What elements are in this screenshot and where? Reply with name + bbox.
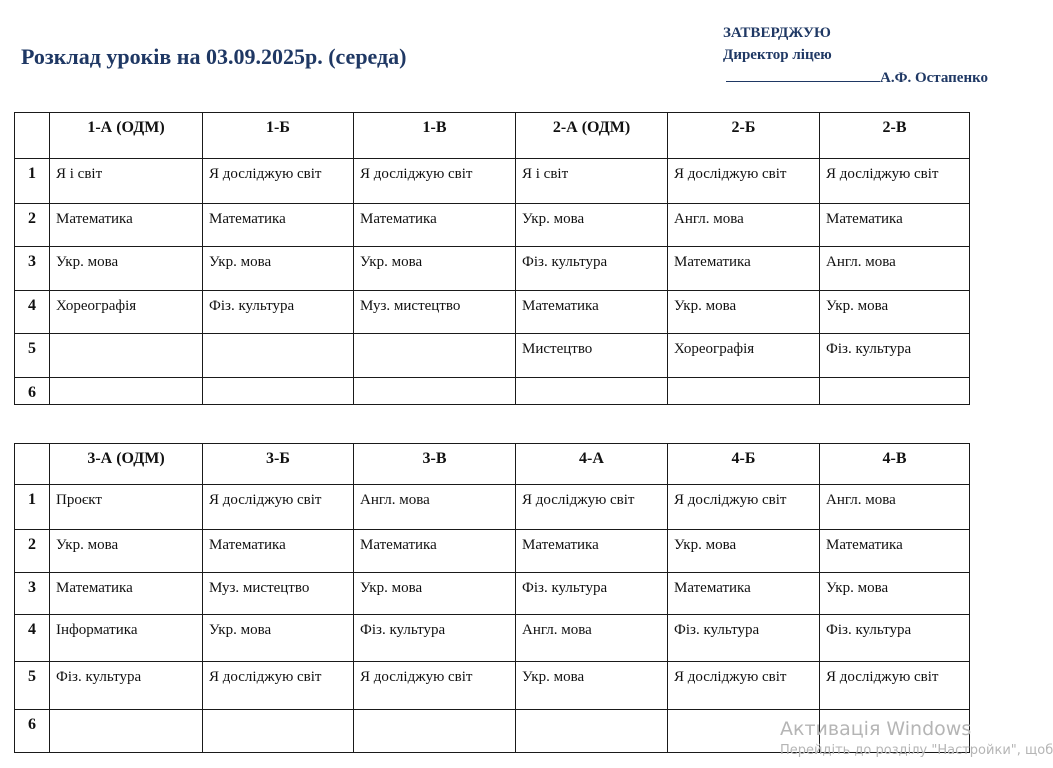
lesson-row bbox=[15, 204, 970, 247]
lesson-number: 5 bbox=[15, 662, 50, 710]
class-header: 4-А bbox=[516, 444, 668, 485]
subject-cell: Математика bbox=[820, 204, 970, 247]
subject-cell bbox=[50, 710, 203, 753]
lesson-number: 1 bbox=[15, 159, 50, 204]
subject-cell: Фіз. культура bbox=[203, 291, 354, 334]
subject-cell: Фіз. культура bbox=[820, 615, 970, 662]
subject-cell: Укр. мова bbox=[516, 204, 668, 247]
lesson-row bbox=[15, 615, 970, 662]
schedule-table-grades-3-4 bbox=[14, 443, 970, 753]
lesson-number: 6 bbox=[15, 710, 50, 753]
subject-cell: Укр. мова bbox=[820, 573, 970, 615]
subject-cell: Я досліджую світ bbox=[820, 159, 970, 204]
lesson-row bbox=[15, 573, 970, 615]
class-header: 3-А (ОДМ) bbox=[50, 444, 203, 485]
schedule-table-grades-1-2 bbox=[14, 112, 970, 405]
lesson-number: 2 bbox=[15, 204, 50, 247]
subject-cell: Математика bbox=[203, 204, 354, 247]
corner-cell bbox=[15, 113, 50, 159]
subject-cell: Англ. мова bbox=[820, 247, 970, 291]
lesson-number: 5 bbox=[15, 334, 50, 378]
subject-cell bbox=[50, 334, 203, 378]
subject-cell: Інформатика bbox=[50, 615, 203, 662]
subject-cell: Укр. мова bbox=[50, 247, 203, 291]
subject-cell: Англ. мова bbox=[820, 485, 970, 530]
subject-cell: Проєкт bbox=[50, 485, 203, 530]
subject-cell: Я досліджую світ bbox=[354, 662, 516, 710]
subject-cell: Я досліджую світ bbox=[820, 662, 970, 710]
subject-cell: Хореографія bbox=[668, 334, 820, 378]
subject-cell: Хореографія bbox=[50, 291, 203, 334]
subject-cell: Укр. мова bbox=[50, 530, 203, 573]
subject-cell: Я досліджую світ bbox=[668, 662, 820, 710]
subject-cell: Муз. мистецтво bbox=[354, 291, 516, 334]
watermark-title: Активація Windows bbox=[780, 718, 972, 740]
subject-cell: Англ. мова bbox=[668, 204, 820, 247]
subject-cell: Фіз. культура bbox=[668, 615, 820, 662]
lesson-number: 3 bbox=[15, 573, 50, 615]
header-row bbox=[15, 444, 970, 485]
lesson-row bbox=[15, 159, 970, 204]
subject-cell: Укр. мова bbox=[820, 291, 970, 334]
class-header: 3-В bbox=[354, 444, 516, 485]
subject-cell bbox=[354, 334, 516, 378]
subject-cell bbox=[50, 378, 203, 405]
subject-cell: Фіз. культура bbox=[516, 573, 668, 615]
approver-name: А.Ф. Остапенко bbox=[880, 70, 989, 86]
subject-cell: Мистецтво bbox=[516, 334, 668, 378]
approval-block bbox=[723, 22, 988, 89]
subject-cell: Укр. мова bbox=[354, 573, 516, 615]
lesson-row bbox=[15, 378, 970, 405]
subject-cell: Я досліджую світ bbox=[203, 159, 354, 204]
class-header: 2-Б bbox=[668, 113, 820, 159]
subject-cell: Укр. мова bbox=[203, 615, 354, 662]
approver-position: Директор ліцею bbox=[723, 47, 832, 63]
subject-cell: Я досліджую світ bbox=[203, 485, 354, 530]
subject-cell bbox=[516, 378, 668, 405]
subject-cell: Я і світ bbox=[516, 159, 668, 204]
signature-line bbox=[726, 66, 988, 89]
lesson-number: 4 bbox=[15, 291, 50, 334]
approve-label: ЗАТВЕРДЖУЮ bbox=[723, 25, 831, 41]
lesson-row bbox=[15, 291, 970, 334]
subject-cell: Фіз. культура bbox=[516, 247, 668, 291]
subject-cell: Математика bbox=[354, 204, 516, 247]
lesson-row bbox=[15, 334, 970, 378]
subject-cell bbox=[203, 710, 354, 753]
class-header: 1-В bbox=[354, 113, 516, 159]
header-row bbox=[15, 113, 970, 159]
corner-cell bbox=[15, 444, 50, 485]
subject-cell bbox=[354, 378, 516, 405]
subject-cell: Укр. мова bbox=[354, 247, 516, 291]
lesson-number: 1 bbox=[15, 485, 50, 530]
subject-cell bbox=[516, 710, 668, 753]
subject-cell: Я і світ bbox=[50, 159, 203, 204]
subject-cell bbox=[668, 378, 820, 405]
lesson-row bbox=[15, 485, 970, 530]
subject-cell: Математика bbox=[668, 247, 820, 291]
subject-cell: Я досліджую світ bbox=[516, 485, 668, 530]
lesson-row bbox=[15, 662, 970, 710]
subject-cell: Математика bbox=[354, 530, 516, 573]
subject-cell bbox=[203, 334, 354, 378]
subject-cell: Фіз. культура bbox=[354, 615, 516, 662]
subject-cell: Математика bbox=[516, 530, 668, 573]
lesson-number: 2 bbox=[15, 530, 50, 573]
class-header: 3-Б bbox=[203, 444, 354, 485]
page-title: Розклад уроків на 03.09.2025р. (середа) bbox=[21, 44, 407, 69]
signature-underline bbox=[726, 66, 880, 82]
lesson-number: 3 bbox=[15, 247, 50, 291]
subject-cell bbox=[203, 378, 354, 405]
subject-cell: Математика bbox=[668, 573, 820, 615]
subject-cell: Математика bbox=[203, 530, 354, 573]
subject-cell: Укр. мова bbox=[668, 291, 820, 334]
class-header: 1-Б bbox=[203, 113, 354, 159]
subject-cell: Математика bbox=[50, 573, 203, 615]
class-header: 4-В bbox=[820, 444, 970, 485]
subject-cell: Англ. мова bbox=[354, 485, 516, 530]
subject-cell: Я досліджую світ bbox=[354, 159, 516, 204]
lesson-row bbox=[15, 530, 970, 573]
lesson-number: 6 bbox=[15, 378, 50, 405]
subject-cell: Англ. мова bbox=[516, 615, 668, 662]
subject-cell: Укр. мова bbox=[668, 530, 820, 573]
subject-cell: Математика bbox=[50, 204, 203, 247]
subject-cell bbox=[820, 378, 970, 405]
class-header: 4-Б bbox=[668, 444, 820, 485]
subject-cell: Я досліджую світ bbox=[203, 662, 354, 710]
subject-cell: Укр. мова bbox=[516, 662, 668, 710]
subject-cell: Я досліджую світ bbox=[668, 159, 820, 204]
subject-cell: Фіз. культура bbox=[820, 334, 970, 378]
lesson-row bbox=[15, 247, 970, 291]
lesson-number: 4 bbox=[15, 615, 50, 662]
watermark-subtitle: Перейдіть до розділу "Настройки", щоб bbox=[780, 743, 1053, 758]
subject-cell: Математика bbox=[820, 530, 970, 573]
class-header: 2-А (ОДМ) bbox=[516, 113, 668, 159]
subject-cell: Фіз. культура bbox=[50, 662, 203, 710]
windows-activation-watermark bbox=[780, 716, 1053, 760]
subject-cell: Укр. мова bbox=[203, 247, 354, 291]
subject-cell bbox=[354, 710, 516, 753]
subject-cell: Математика bbox=[516, 291, 668, 334]
subject-cell: Я досліджую світ bbox=[668, 485, 820, 530]
class-header: 1-А (ОДМ) bbox=[50, 113, 203, 159]
subject-cell: Муз. мистецтво bbox=[203, 573, 354, 615]
class-header: 2-В bbox=[820, 113, 970, 159]
